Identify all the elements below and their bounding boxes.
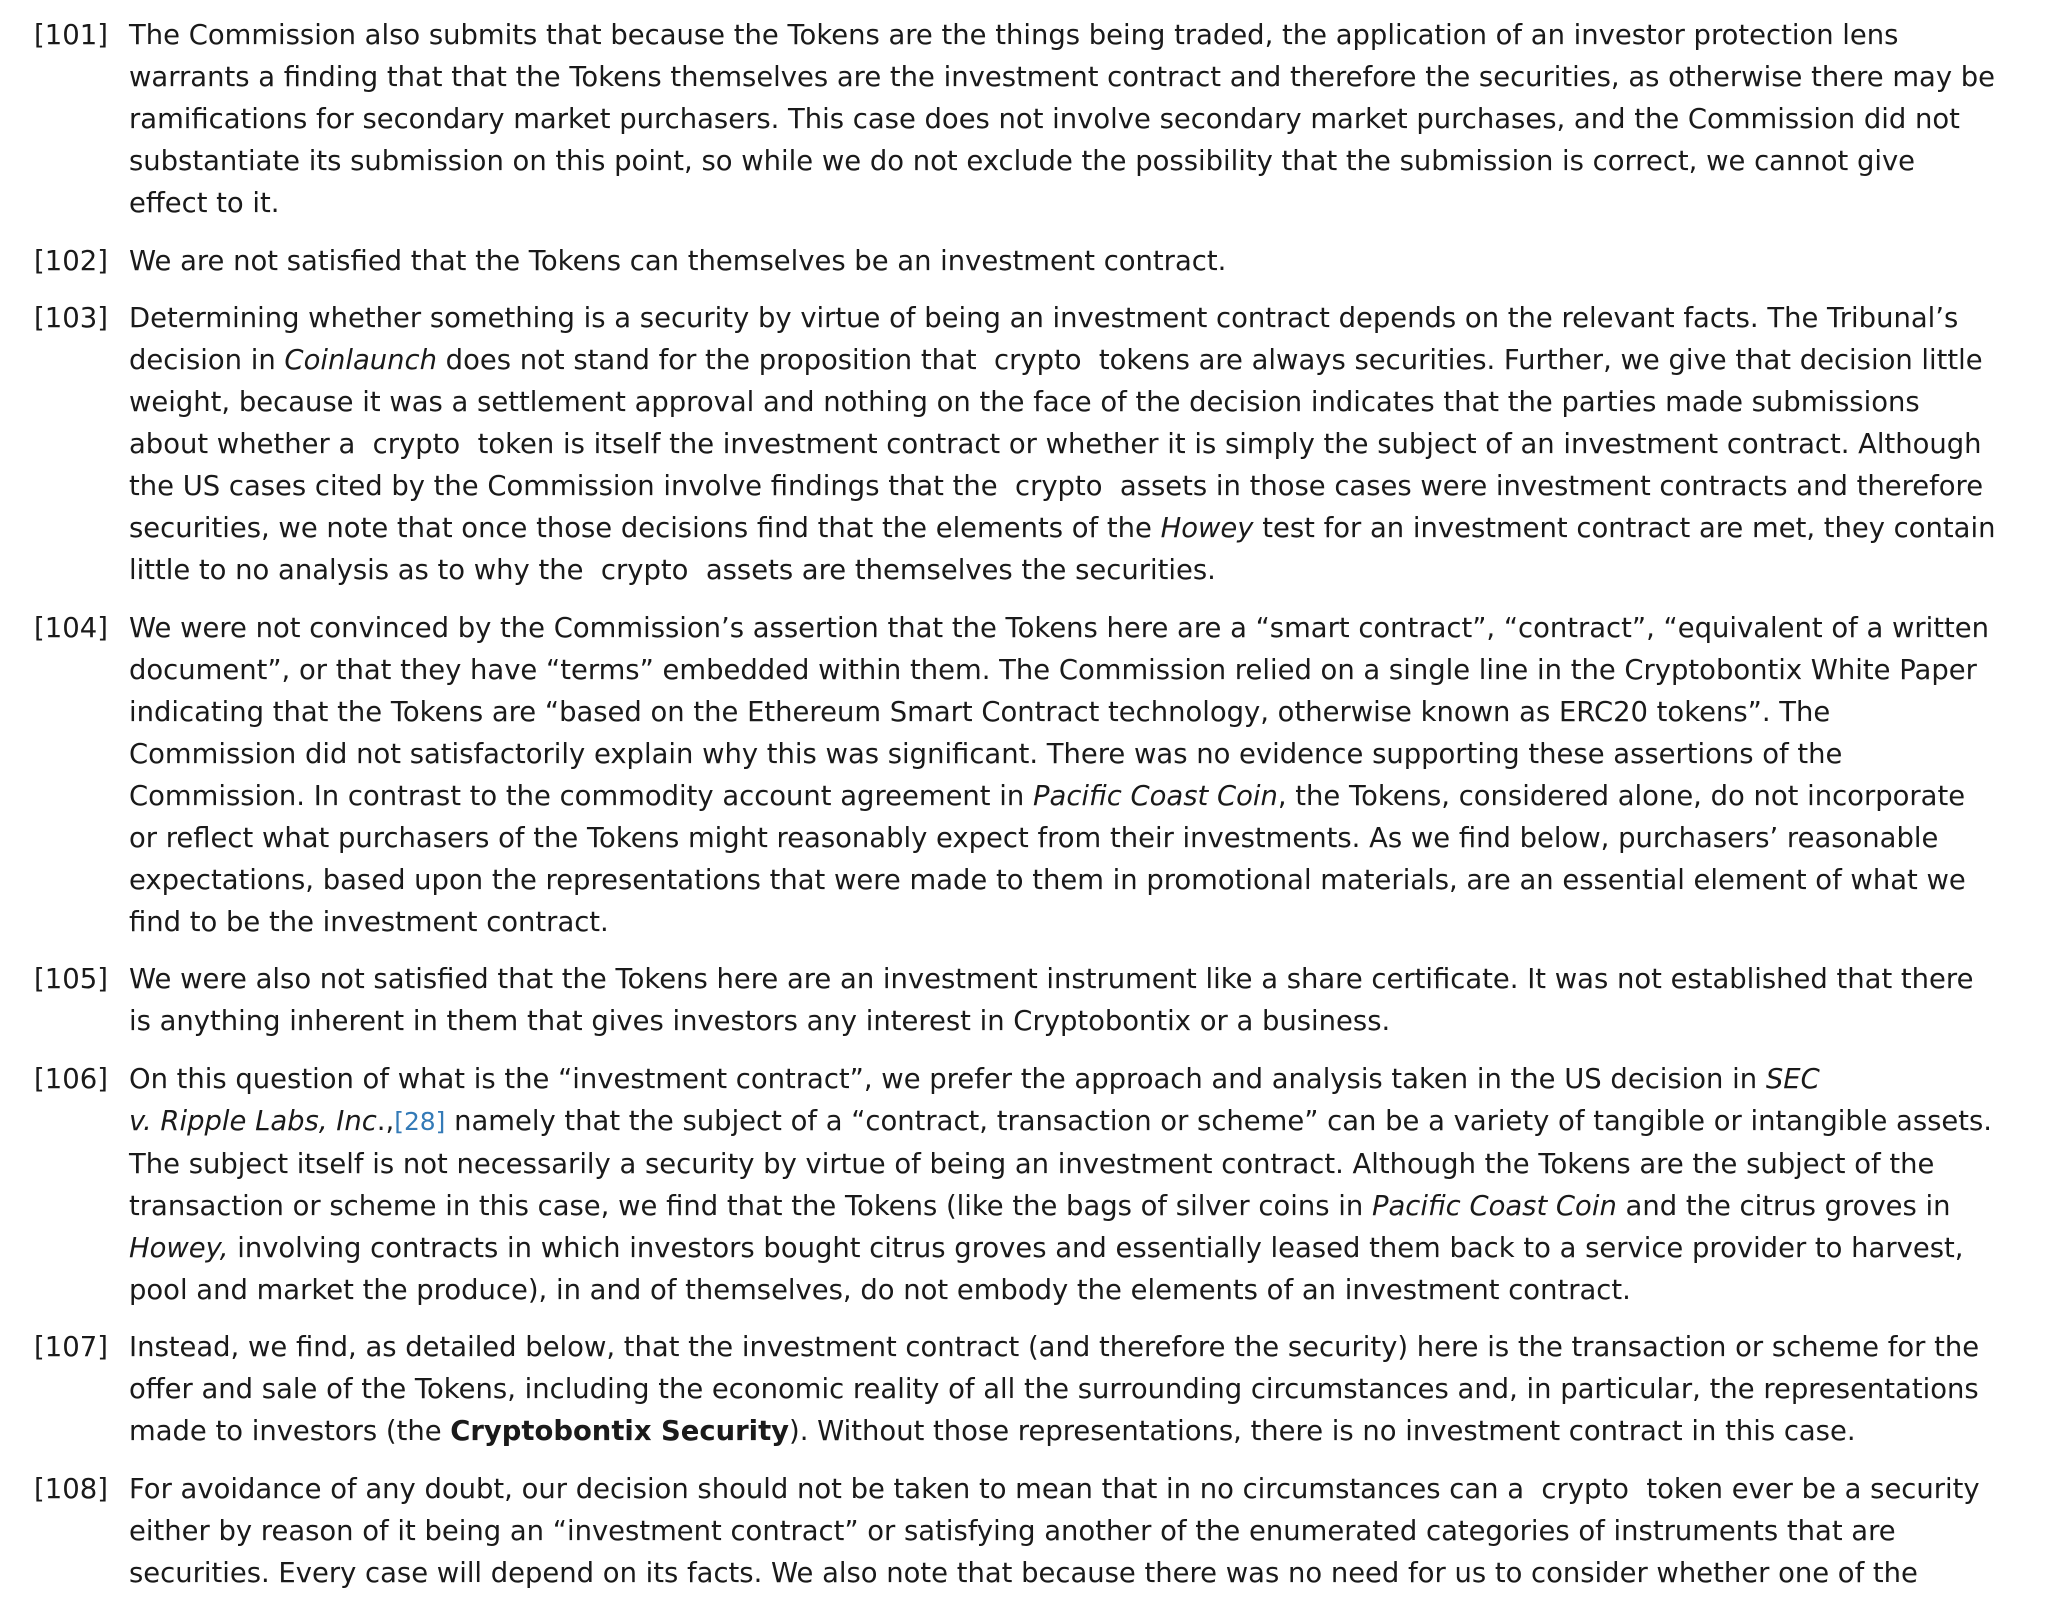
paragraph-line <box>129 1100 2046 1143</box>
paragraph-number: [106] <box>34 1062 108 1095</box>
paragraph-line <box>129 691 2046 733</box>
text-run: is anything inherent in them that gives investors any interest in Cryptobontix or a business. <box>129 1005 1391 1037</box>
paragraph-line <box>129 859 2046 901</box>
judgment-document <box>0 14 2052 1609</box>
text-run: document”, or that they have “terms” embedded within them. The Commission relied on a single line in the Cryptobontix White Paper <box>129 653 1977 686</box>
paragraph-line <box>129 1552 2046 1594</box>
text-run: Instead, we find, as detailed below, that the investment contract (and therefore the security) here is the transaction or scheme for the <box>129 1331 1980 1363</box>
paragraph-line <box>129 649 2046 691</box>
text-run: either by reason of it being an “investment contract” or satisfying another of the enumerated categories of instruments that are <box>129 1514 1896 1547</box>
text-run: warrants a finding that that the Tokens themselves are the investment contract and therefore the securities, as otherwise there may be <box>129 61 1996 93</box>
text-run: We were not convinced by the Commission’s assertion that the Tokens here are a “smart contract”, “contract”, “equivalent of a written <box>129 611 1990 644</box>
paragraph-number: [103] <box>34 302 108 334</box>
text-run: securities. Every case will depend on its facts. We also note that because there was no need for us to consider whether one of the <box>129 1556 1918 1589</box>
case-citation: Pacific Coast Coin <box>1032 779 1278 812</box>
paragraph-line <box>129 1143 2046 1185</box>
paragraph-line <box>129 901 2046 943</box>
defined-term: Cryptobontix Security <box>450 1415 790 1447</box>
text-run: pool and market the produce), in and of themselves, do not embody the elements of an investment contract. <box>129 1273 1631 1306</box>
text-run: decision in <box>129 344 285 376</box>
paragraph-line <box>129 140 2046 182</box>
text-run: made to investors (the <box>129 1415 451 1447</box>
paragraph <box>0 607 2052 943</box>
case-citation: Howey <box>1160 512 1254 544</box>
text-run: securities, we note that once those decisions find that the elements of the <box>129 512 1161 544</box>
text-run: We were also not satisfied that the Tokens here are an investment instrument like a share certificate. It was not established that there <box>129 963 1974 995</box>
text-run: indicating that the Tokens are “based on the Ethereum Smart Contract technology, otherwise known as ERC20 tokens”. The <box>129 695 1831 728</box>
paragraph-line <box>129 817 2046 859</box>
paragraph-line <box>129 14 2046 56</box>
text-run: or reflect what purchasers of the Tokens might reasonably expect from their investments. As we find below, purchasers’ reasonable <box>129 821 1939 854</box>
paragraph-line <box>129 607 2046 649</box>
paragraph <box>0 14 2052 224</box>
text-run: find to be the investment contract. <box>129 905 609 938</box>
paragraph-line <box>129 182 2046 224</box>
text-run: offer and sale of the Tokens, including the economic reality of all the surrounding circumstances and, in particular, the representations <box>129 1373 1979 1405</box>
paragraph-line <box>129 1510 2046 1552</box>
text-run: Commission did not satisfactorily explain why this was significant. There was no evidence supporting these assertions of the <box>129 737 1843 770</box>
paragraph-line <box>129 1227 2046 1269</box>
paragraph-line <box>129 507 2046 549</box>
text-run: Commission. In contrast to the commodity account agreement in <box>129 779 1033 812</box>
paragraph-number: [107] <box>34 1331 108 1363</box>
paragraph-number: [101] <box>34 19 108 51</box>
case-citation: Coinlaunch <box>284 344 437 376</box>
paragraph <box>0 297 2052 591</box>
case-citation: Pacific Coast Coin <box>1371 1189 1617 1222</box>
case-citation: Howey, <box>129 1231 229 1264</box>
text-run: about whether a crypto token is itself the investment contract or whether it is simply the subject of an investment contract. Although <box>129 428 1982 460</box>
text-run: The subject itself is not necessarily a security by virtue of being an investment contract. Although the Tokens are the subject of the <box>129 1147 1935 1180</box>
text-run: little to no analysis as to why the crypto assets are themselves the securities. <box>129 554 1216 586</box>
text-run: does not stand for the proposition that crypto tokens are always securities. Further, we give that decision little <box>436 344 1983 376</box>
paragraph <box>0 1058 2052 1311</box>
text-run: effect to it. <box>129 187 280 219</box>
paragraph-line <box>129 1000 2046 1042</box>
text-run: transaction or scheme in this case, we find that the Tokens (like the bags of silver coins in <box>129 1189 1372 1222</box>
text-run: ., <box>376 1104 395 1137</box>
case-citation: SEC <box>1765 1062 1820 1095</box>
text-run: For avoidance of any doubt, our decision should not be taken to mean that in no circumstances can a crypto token ever be a security <box>129 1472 1980 1505</box>
text-run: substantiate its submission on this point, so while we do not exclude the possibility that the submission is correct, we cannot give <box>129 145 1916 177</box>
paragraph-line <box>129 1185 2046 1227</box>
footnote-link[interactable]: [28] <box>394 1106 446 1136</box>
paragraph-line <box>129 733 2046 775</box>
paragraph-line <box>129 423 2046 465</box>
paragraph-number: [104] <box>34 611 108 644</box>
text-run: ramifications for secondary market purchasers. This case does not involve secondary market purchases, and the Commission did not <box>129 103 1960 135</box>
paragraph-line <box>129 1410 2046 1452</box>
text-run: namely that the subject of a “contract, transaction or scheme” can be a variety of tangible or intangible assets. <box>445 1104 1993 1137</box>
paragraph-number: [105] <box>34 963 108 995</box>
paragraph-line <box>129 958 2046 1000</box>
paragraph-line <box>129 98 2046 140</box>
text-run: Determining whether something is a security by virtue of being an investment contract depends on the relevant facts. The Tribunal’s <box>129 302 1959 334</box>
paragraph-line <box>129 465 2046 507</box>
text-run: The Commission also submits that because the Tokens are the things being traded, the application of an investor protection lens <box>129 19 1899 51</box>
paragraph-line <box>129 1468 2046 1510</box>
text-run: We are not satisfied that the Tokens can themselves be an investment contract. <box>129 244 1227 277</box>
paragraph-line <box>129 56 2046 98</box>
text-run: On this question of what is the “investment contract”, we prefer the approach and analysis taken in the US decision in <box>129 1062 1766 1095</box>
paragraph-line <box>129 381 2046 423</box>
paragraph-number: [102] <box>34 244 108 277</box>
text-run: and the citrus groves in <box>1616 1189 1951 1222</box>
paragraph <box>0 1326 2052 1452</box>
case-citation: v. Ripple Labs, Inc <box>129 1104 377 1137</box>
text-run: the US cases cited by the Commission involve findings that the crypto assets in those cases were investment contracts and therefore <box>129 470 1984 502</box>
text-run: involving contracts in which investors bought citrus groves and essentially leased them back to a service provider to harvest, <box>228 1231 1964 1264</box>
paragraph-line <box>129 775 2046 817</box>
paragraph <box>0 240 2052 282</box>
paragraph-line <box>129 1058 2046 1100</box>
paragraph-line <box>129 1368 2046 1410</box>
paragraph-line <box>129 1269 2046 1311</box>
text-run: , the Tokens, considered alone, do not incorporate <box>1277 779 1966 812</box>
paragraph <box>0 958 2052 1042</box>
text-run: ). Without those representations, there is no investment contract in this case. <box>789 1415 1856 1447</box>
paragraph-line <box>129 240 2046 282</box>
text-run: expectations, based upon the representations that were made to them in promotional materials, are an essential element of what we <box>129 863 1966 896</box>
paragraph-line <box>129 297 2046 339</box>
paragraph-line <box>129 1326 2046 1368</box>
paragraph <box>0 1468 2052 1594</box>
paragraph-line <box>129 339 2046 381</box>
text-run: weight, because it was a settlement approval and nothing on the face of the decision indicates that the parties made submissions <box>129 386 1920 418</box>
paragraph-line <box>129 549 2046 591</box>
text-run: test for an investment contract are met, they contain <box>1253 512 1996 544</box>
paragraph-number: [108] <box>34 1472 108 1505</box>
